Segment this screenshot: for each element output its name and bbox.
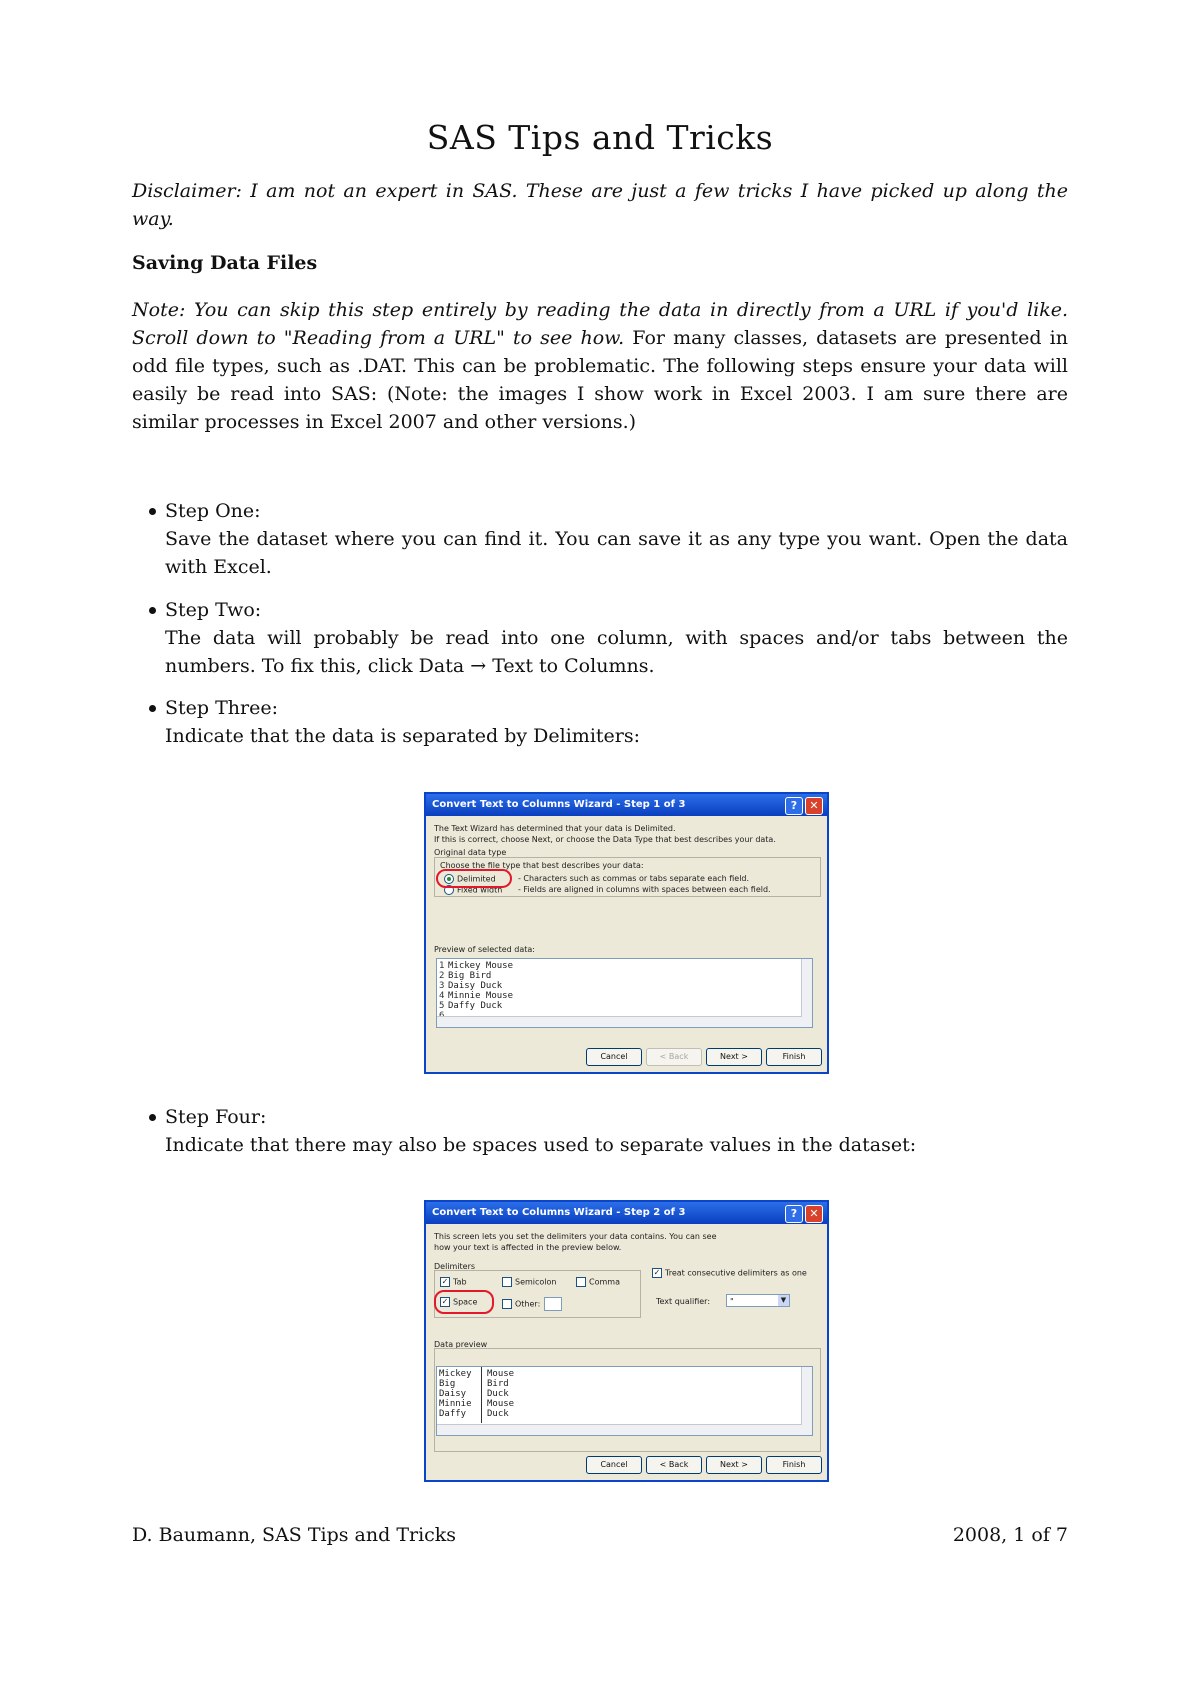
other-input[interactable] [544, 1297, 562, 1311]
wizard-step1-screenshot [424, 792, 829, 1074]
text-qualifier-select[interactable]: " ▼ [726, 1294, 790, 1307]
fixed-width-label: Fixed width [457, 885, 503, 895]
data-preview-box[interactable] [436, 1366, 813, 1436]
delimited-label: Delimited [457, 874, 496, 884]
highlight-circle [434, 1290, 494, 1314]
close-icon[interactable]: ✕ [805, 797, 823, 815]
step-label: Step One: [165, 500, 261, 522]
note-body: For many classes, datasets are presented in odd file types, such as .DAT. This can be problematic. The following steps ensure your data will easily be read into SAS: (Note: the images I show work in Excel 2003. I am sure there are similar processes in Excel 2007 and other versions.) [132, 327, 1068, 433]
tab-checkbox[interactable]: ✓ Tab [441, 1277, 467, 1287]
finish-button[interactable]: Finish [766, 1048, 822, 1066]
preview-row: 5 Daffy Duck [439, 1001, 503, 1011]
dialog-title: Convert Text to Columns Wizard - Step 1 of 3 [432, 799, 686, 810]
choose-label: Choose the file type that best describes your data: [440, 861, 644, 870]
bullet-icon [149, 508, 156, 515]
cancel-button[interactable]: Cancel [586, 1048, 642, 1066]
close-icon[interactable]: ✕ [805, 1205, 823, 1223]
fixed-width-description: - Fields are aligned in columns with spaces between each field. [518, 885, 771, 894]
dialog-intro-line2: how your text is affected in the preview below. [434, 1243, 622, 1252]
step-body: The data will probably be read into one column, with spaces and/or tabs between the numbers. To fix this, click Data → Text to Columns. [165, 627, 1068, 677]
step-label: Step Two: [165, 599, 262, 621]
checkbox-icon: ✓ [653, 1268, 661, 1277]
other-checkbox[interactable]: Other: [502, 1297, 562, 1311]
horizontal-scrollbar[interactable] [437, 1016, 802, 1027]
dialog-titlebar [426, 1202, 827, 1224]
checkbox-icon: ✓ [441, 1277, 449, 1286]
comma-checkbox[interactable]: Comma [576, 1277, 620, 1287]
step-four [165, 1103, 1068, 1159]
space-checkbox[interactable]: ✓ Space [441, 1297, 478, 1307]
delimited-description: - Characters such as commas or tabs separate each field. [518, 874, 750, 883]
dialog-title: Convert Text to Columns Wizard - Step 2 of 3 [432, 1207, 686, 1218]
preview-label: Data preview [434, 1340, 488, 1349]
horizontal-scrollbar[interactable] [437, 1424, 802, 1435]
bullet-icon [149, 1114, 156, 1121]
vertical-scrollbar[interactable] [801, 1367, 812, 1435]
dialog-intro-line1: The Text Wizard has determined that your data is Delimited. [434, 824, 676, 833]
preview-row: 2 Big Bird [439, 971, 492, 981]
step-label: Step Four: [165, 1106, 267, 1128]
step-body: Save the dataset where you can find it. You can save it as any type you want. Open the data with Excel. [165, 528, 1068, 578]
note-italic: Note: You can skip this step entirely by reading the data in directly from a URL if you'd like. Scroll down to "Reading from a URL" to see how. [132, 299, 1068, 349]
dialog-intro-line1: This screen lets you set the delimiters your data contains. You can see [434, 1232, 717, 1241]
preview-row: 1 Mickey Mouse [439, 961, 514, 971]
preview-row: 3 Daisy Duck [439, 981, 503, 991]
chevron-down-icon[interactable]: ▼ [778, 1295, 789, 1306]
group-label: Delimiters [434, 1262, 476, 1271]
help-icon[interactable]: ? [785, 797, 803, 815]
bullet-icon [149, 607, 156, 614]
dialog-titlebar [426, 794, 827, 816]
step-three [165, 694, 1068, 750]
checkbox-icon: ✓ [441, 1297, 449, 1306]
group-label: Original data type [434, 848, 507, 857]
checkbox-icon [576, 1277, 586, 1287]
preview-label: Preview of selected data: [434, 945, 535, 954]
footer-right: 2008, 1 of 7 [952, 1524, 1068, 1546]
data-preview-box[interactable] [436, 958, 813, 1028]
finish-button[interactable]: Finish [766, 1456, 822, 1474]
semicolon-checkbox[interactable]: Semicolon [502, 1277, 557, 1287]
consecutive-checkbox[interactable]: ✓ Treat consecutive delimiters as one [653, 1268, 807, 1278]
text-qualifier-label: Text qualifier: [656, 1297, 711, 1306]
help-icon[interactable]: ? [785, 1205, 803, 1223]
checkbox-icon [502, 1277, 512, 1287]
bullet-icon [149, 705, 156, 712]
preview-row: Big Bird [439, 1379, 509, 1389]
highlight-circle [436, 869, 512, 888]
dialog-intro-line2: If this is correct, choose Next, or choose the Data Type that best describes your data. [434, 835, 776, 844]
next-button[interactable]: Next > [706, 1048, 762, 1066]
section-heading: Saving Data Files [132, 252, 318, 274]
checkbox-icon [502, 1299, 512, 1309]
preview-row: Minnie Mouse [439, 1399, 515, 1409]
note-paragraph [132, 296, 1068, 436]
step-one [165, 497, 1068, 581]
wizard-step2-screenshot [424, 1200, 829, 1482]
step-label: Step Three: [165, 697, 278, 719]
preview-row: Daisy Duck [439, 1389, 509, 1399]
cancel-button[interactable]: Cancel [586, 1456, 642, 1474]
step-body: Indicate that the data is separated by Delimiters: [165, 725, 641, 747]
back-button[interactable]: < Back [646, 1456, 702, 1474]
preview-row: Daffy Duck [439, 1409, 509, 1419]
preview-row: Mickey Mouse [439, 1369, 515, 1379]
vertical-scrollbar[interactable] [801, 959, 812, 1027]
footer-left: D. Baumann, SAS Tips and Tricks [132, 1524, 457, 1546]
step-body: Indicate that there may also be spaces used to separate values in the dataset: [165, 1134, 917, 1156]
preview-row: 4 Minnie Mouse [439, 991, 514, 1001]
disclaimer: Disclaimer: I am not an expert in SAS. These are just a few tricks I have picked up along the way. [132, 180, 1068, 230]
back-button[interactable]: < Back [646, 1048, 702, 1066]
next-button[interactable]: Next > [706, 1456, 762, 1474]
step-two [165, 596, 1068, 680]
page-title: SAS Tips and Tricks [426, 118, 774, 157]
